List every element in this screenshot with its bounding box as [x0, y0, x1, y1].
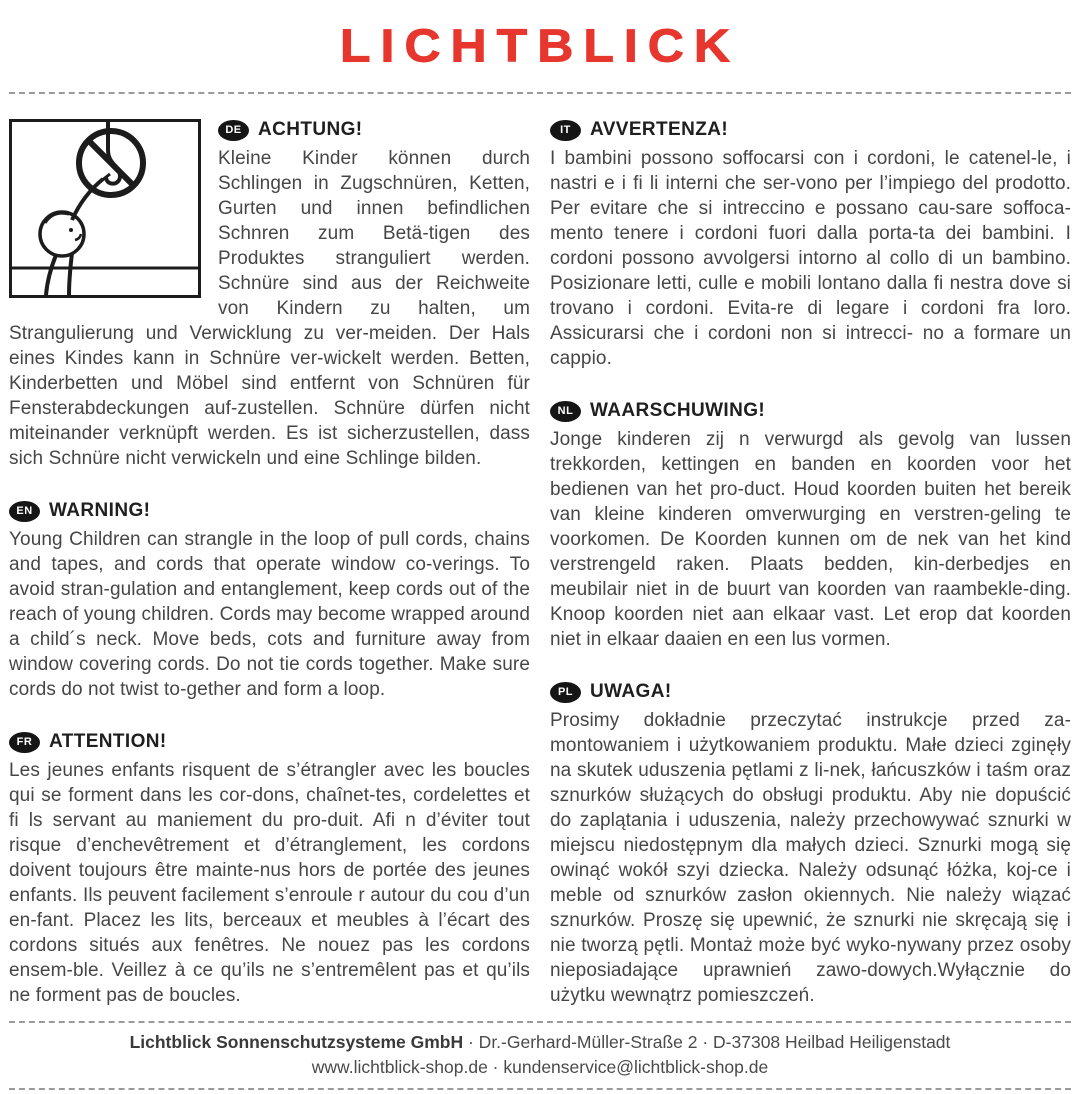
section-body-fr: Les jeunes enfants risquent de s’étrangler avec les boucles qui se forment dans les cor-dons, chaînet-tes, cordelettes et fi ls servant au maniement du pro-duit. Afi n d’éviter tout risque d’enchevêtrement et d’étranglement, les cordons doivent toujours être mainte-nus hors de portée des jeunes enfants. Ils peuvent facilement s’enroule r autour du cou d’un en-fant. Placez les lits, berceaux et meubles à l’écart des cordons situés aux fenêtres. Ne nouez pas les cordons ensem-ble. Veillez à ce qu’ils ne s’entremêlent pas et qu’ils ne forment pas de boucles. — [9, 760, 530, 1006]
section-body-nl: Jonge kinderen zij n verwurgd als gevolg van lussen trekkorden, kettingen en banden en koorden voor het bedienen van het pro-duct. Houd koorden buiten het bereik van kleine kinderen omverwurging en verstren-geling te voorkomen. De Koorden kunnen om de nek van het kind verstrengeld raken. Plaats bedden, kin-derbedjes en meubilair niet in de buurt van koorden van raambekle-ding. Knoop koorden niet aan elkaar vast. Let erop dat koorden niet in elkaar daaien en een lus vormen. — [550, 429, 1071, 650]
divider-footer-bottom — [9, 1088, 1071, 1090]
section-heading-nl — [550, 398, 1071, 422]
lang-badge-fr: FR — [9, 732, 40, 753]
section-nl — [550, 398, 1071, 652]
lang-badge-de: DE — [218, 120, 249, 141]
section-title-en: WARNING! — [49, 500, 151, 521]
section-title-pl: UWAGA! — [590, 681, 672, 702]
footer — [9, 1021, 1071, 1094]
lang-badge-pl: PL — [550, 682, 581, 703]
section-body-pl: Prosimy dokładnie przeczytać instrukcje przed za-montowaniem i użytkowaniem produktu. Małe dzieci zginęły na skutek uduszenia pętlami z li-nek, łańcuszków i taśm oraz sznurków służących do obsługi produktu. Aby nie dopuścić do zaplątania i uduszenia, należy przechowywać sznurki w miejscu niedostępnym dla małych dzieci. Sznurki mogą się owinąć wokół szyi dziecka. Należy odsunąć łóżka, koj-ce i meble od sznurków zasłon okiennych. Nie należy wiązać sznurków. Proszę się upewnić, że sznurki nie skręcają się i nie tworzą pętli. Montaż może być wyko-nywany przez osoby nieposiadające uprawnień zawo-dowych.Wyłącznie do użytku wewnątrz pomieszczeń. — [550, 710, 1071, 1006]
section-heading-fr — [9, 729, 530, 753]
footer-text — [9, 1023, 1071, 1088]
warning-illustration — [9, 119, 201, 298]
section-body-it: I bambini possono soffocarsi con i cordoni, le catenel-le, i nastri e i fi li interni che ser-vono per l’impiego del prodotto. Per evitare che si intreccino e possano cau-sare soffoca-mento tenere i cordoni fuori dalla porta-ta dei bambini. I cordoni possono avvolgersi intorno al collo di un bambino. Posizionare letti, culle e mobili lontano dalla fi nestra dove si trovano i cordoni. Evita-re di legare i cordoni fra loro. Assicurarsi che i cordoni non si intrecci- no a formare un cappio. — [550, 148, 1071, 369]
column-left — [9, 117, 530, 1008]
section-title-fr: ATTENTION! — [49, 731, 167, 752]
section-body-de: Kleine Kinder können durch Schlingen in Zugschnüren, Ketten, Gurten und innen befindlichen Schnren zum Betä-tigen des Produktes stranguliert werden. Schnüre sind aus der Reichweite von Kindern zu halten, um Strangulierung und Verwicklung zu ver-meiden. Der Hals eines Kindes kann in Schnüre ver-wickelt werden. Betten, Kinderbetten und Möbel sind entfernt von Schnüren für Fensterabdeckungen auf-zustellen. Schnüre dürfen nicht miteinander verknüpft werden. Es ist sicherzustellen, dass sich Schnüre nicht verwickeln und eine Schlinge bilden. — [9, 148, 530, 469]
lang-badge-en: EN — [9, 501, 40, 522]
section-en — [9, 498, 530, 702]
lang-badge-it: IT — [550, 120, 581, 141]
section-heading-it — [550, 117, 1071, 141]
section-pl — [550, 679, 1071, 1008]
lang-badge-nl: NL — [550, 401, 581, 422]
section-de — [9, 117, 530, 471]
child-cord-prohibition-icon — [12, 122, 198, 295]
footer-company-name: Lichtblick Sonnenschutzsysteme GmbH — [129, 1032, 464, 1052]
section-title-it: AVVERTENZA! — [590, 119, 729, 140]
section-heading-pl — [550, 679, 1071, 703]
section-title-de: ACHTUNG! — [258, 119, 363, 140]
column-right — [550, 117, 1071, 1008]
content-columns — [9, 94, 1071, 1008]
section-heading-de — [218, 117, 530, 141]
section-heading-en — [9, 498, 530, 522]
brand-logo: LICHTBLICK — [340, 20, 740, 72]
footer-address: · Dr.-Gerhard-Müller-Straße 2 · D-37308 Heilbad Heiligenstadt — [463, 1032, 951, 1052]
footer-contact-line: www.lichtblick-shop.de · kundenservice@lichtblick-shop.de — [311, 1057, 769, 1077]
section-body-en: Young Children can strangle in the loop of pull cords, chains and tapes, and cords that operate window co-verings. To avoid stran-gulation and entanglement, keep cords out of the reach of young children. Cords may become wrapped around a child´s neck. Move beds, cots and furniture away from window covering cords. Do not tie cords together. Make sure cords do not twist to-gether and form a loop. — [9, 529, 531, 700]
section-it — [550, 117, 1071, 371]
footer-company-line — [9, 1032, 1071, 1053]
section-title-nl: WAARSCHUWING! — [590, 400, 766, 421]
section-fr — [9, 729, 530, 1008]
header — [9, 0, 1071, 92]
